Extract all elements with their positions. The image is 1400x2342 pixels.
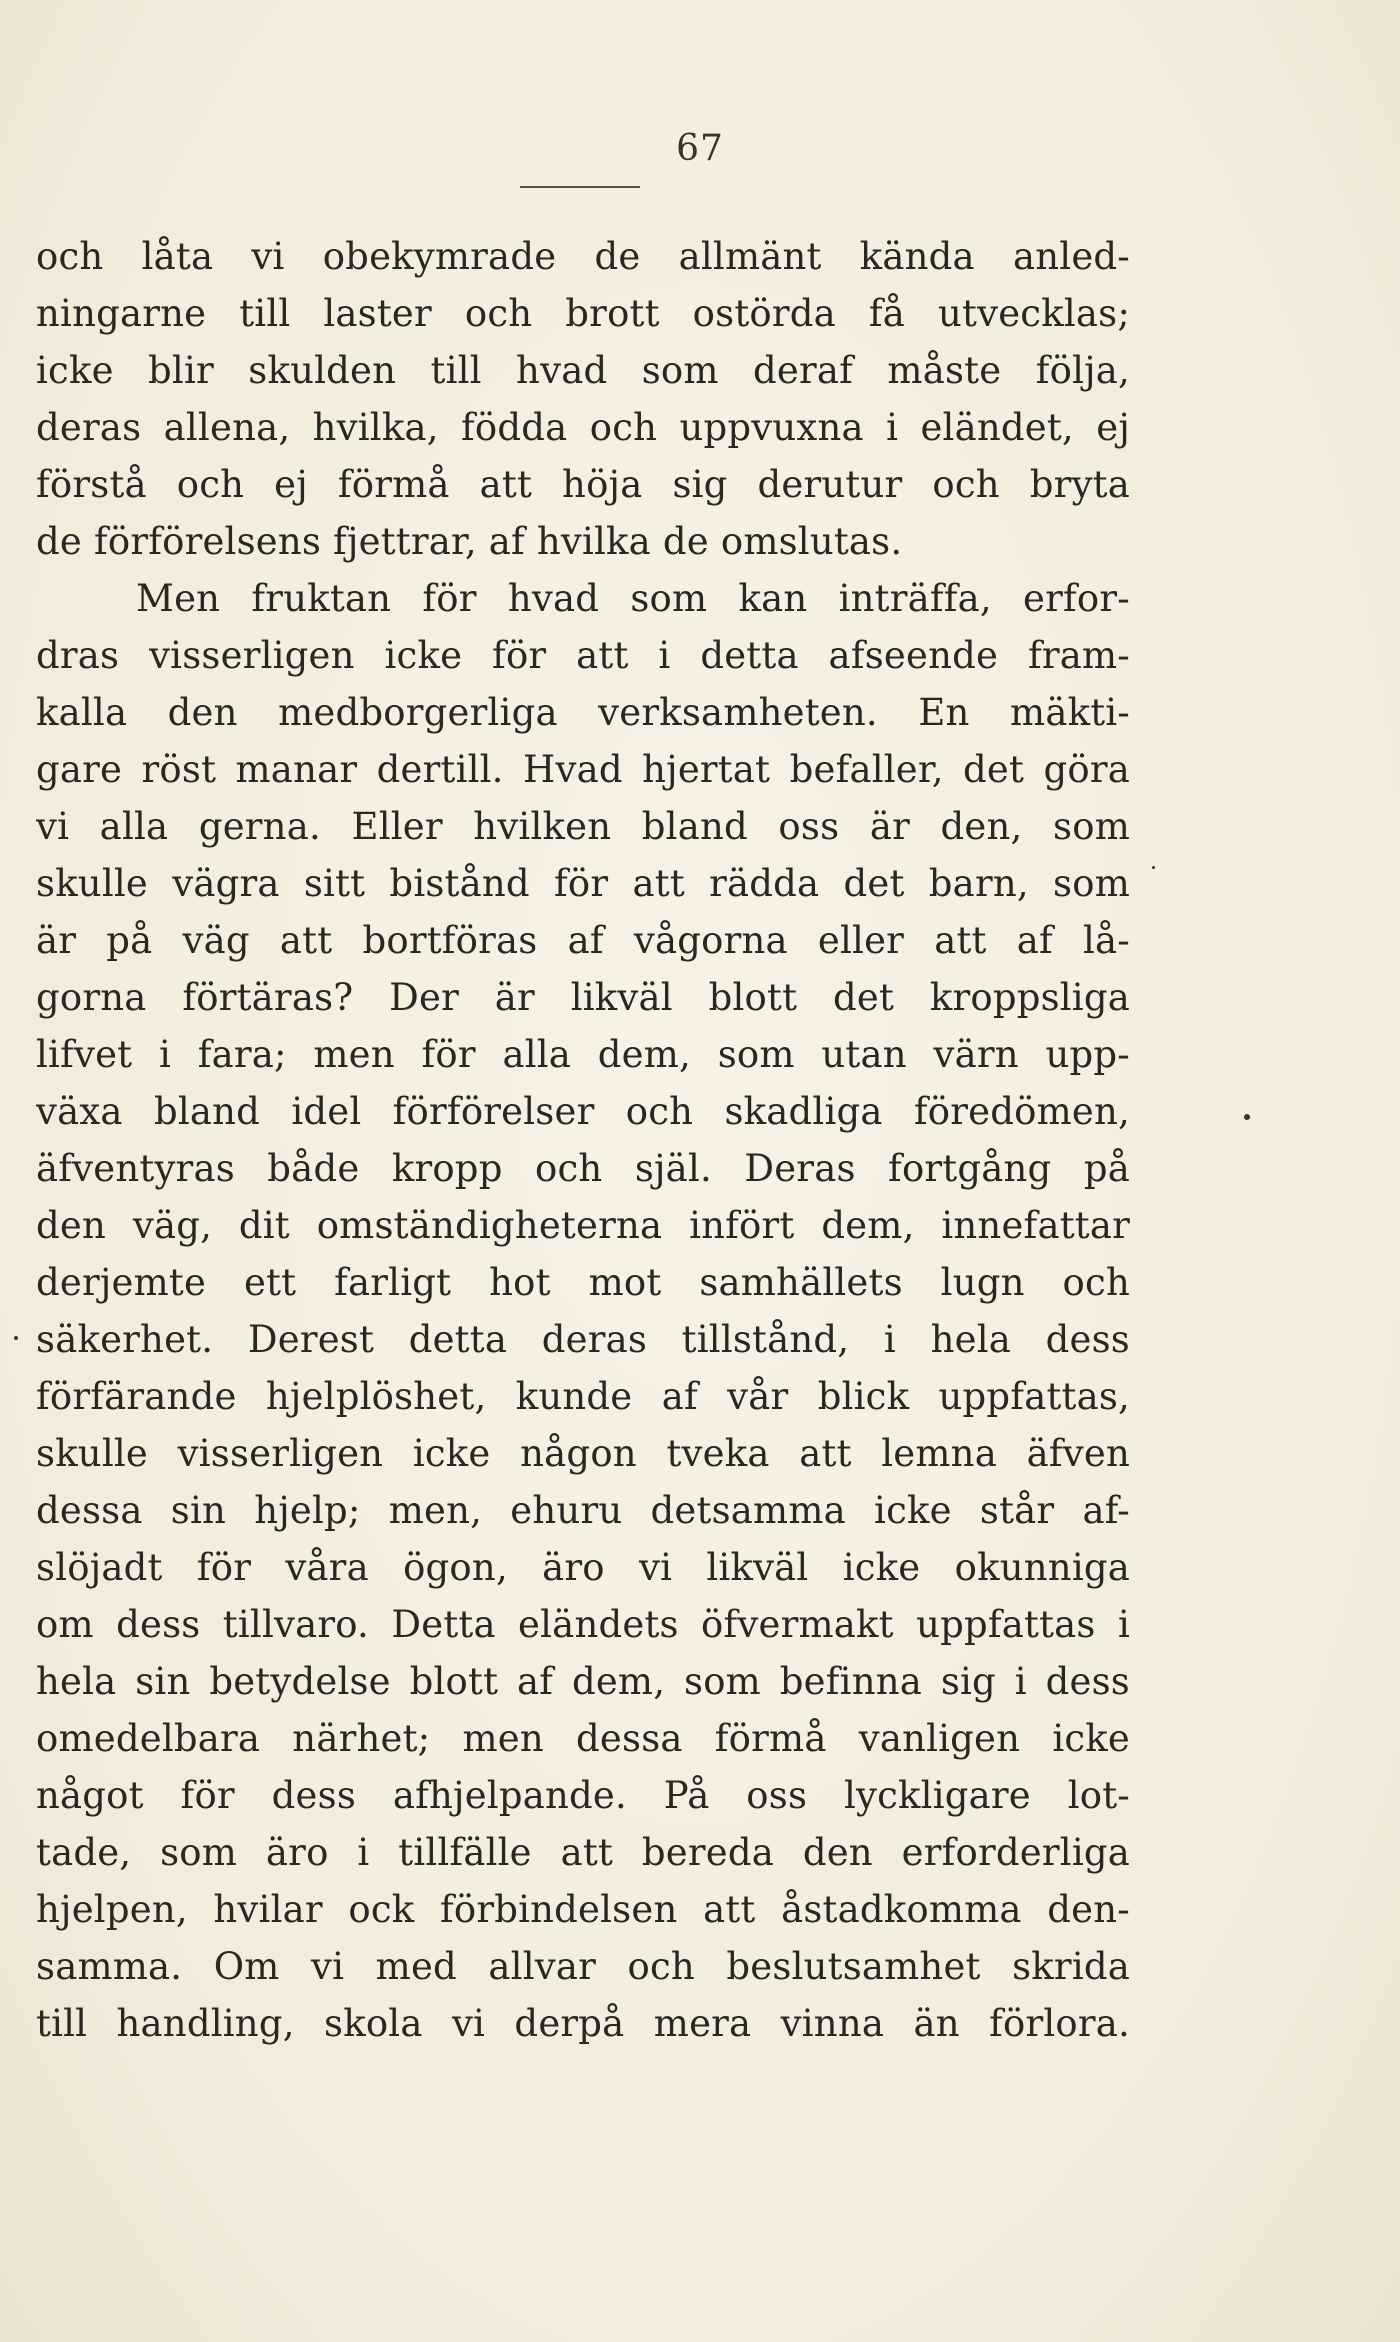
text-line-22: skulle visserligen icke någon tveka att lemna äfven (36, 1432, 1130, 1475)
ink-speck (1244, 1114, 1250, 1120)
text-line-21: förfärande hjelplöshet, kunde af vår blick uppfattas, (36, 1375, 1130, 1418)
text-line-2: ningarne till laster och brott ostörda få utvecklas; (36, 292, 1130, 335)
text-line-12: skulle vägra sitt bistånd för att rädda det barn, som (36, 862, 1130, 905)
text-line-19: derjemte ett farligt hot mot samhällets lugn och (36, 1261, 1130, 1304)
text-line-27: omedelbara närhet; men dessa förmå vanligen icke (36, 1717, 1130, 1760)
text-line-24: slöjadt för våra ögon, äro vi likväl icke okunniga (36, 1546, 1130, 1589)
text-line-32: till handling, skola vi derpå mera vinna än förlora. (36, 2002, 1130, 2045)
text-line-9: kalla den medborgerliga verksamheten. En mäkti- (36, 691, 1130, 734)
text-line-6: de förförelsens fjettrar, af hvilka de omslutas. (36, 520, 903, 563)
text-line-15: lifvet i fara; men för alla dem, som utan värn upp- (36, 1033, 1130, 1076)
text-line-20: säkerhet. Derest detta deras tillstånd, i hela dess (36, 1318, 1130, 1361)
text-line-7: Men fruktan för hvad som kan inträffa, erfor- (136, 577, 1130, 620)
text-line-8: dras visserligen icke för att i detta afseende fram- (36, 634, 1130, 677)
text-line-25: om dess tillvaro. Detta eländets öfvermakt uppfattas i (36, 1603, 1130, 1646)
text-line-28: något för dess afhjelpande. På oss lyckligare lot- (36, 1774, 1130, 1817)
text-line-31: samma. Om vi med allvar och beslutsamhet skrida (36, 1945, 1130, 1988)
text-line-29: tade, som äro i tillfälle att bereda den erforderliga (36, 1831, 1130, 1874)
text-line-4: deras allena, hvilka, födda och uppvuxna i eländet, ej (36, 406, 1130, 449)
text-line-11: vi alla gerna. Eller hvilken bland oss är den, som (36, 805, 1130, 848)
text-line-3: icke blir skulden till hvad som deraf måste följa, (36, 349, 1130, 392)
text-line-23: dessa sin hjelp; men, ehuru detsamma icke står af- (36, 1489, 1130, 1532)
text-line-17: äfventyras både kropp och själ. Deras fortgång på (36, 1147, 1130, 1190)
text-line-13: är på väg att bortföras af vågorna eller att af lå- (36, 919, 1130, 962)
text-line-14: gorna förtäras? Der är likväl blott det kroppsliga (36, 976, 1130, 1019)
page-number: 67 (676, 128, 724, 169)
text-line-1: och låta vi obekymrade de allmänt kända anled- (36, 235, 1130, 278)
ink-speck (14, 1336, 18, 1340)
text-line-5: förstå och ej förmå att höja sig derutur och bryta (36, 463, 1130, 506)
text-line-16: växa bland idel förförelser och skadliga föredömen, (36, 1090, 1130, 1133)
ink-speck (1152, 866, 1155, 869)
text-line-10: gare röst manar dertill. Hvad hjertat befaller, det göra (36, 748, 1130, 791)
text-line-18: den väg, dit omständigheterna infört dem, innefattar (36, 1204, 1130, 1247)
text-line-26: hela sin betydelse blott af dem, som befinna sig i dess (36, 1660, 1130, 1703)
body-text (36, 228, 1130, 2052)
page-number-rule (520, 186, 640, 188)
text-line-30: hjelpen, hvilar ock förbindelsen att åstadkomma den- (36, 1888, 1130, 1931)
